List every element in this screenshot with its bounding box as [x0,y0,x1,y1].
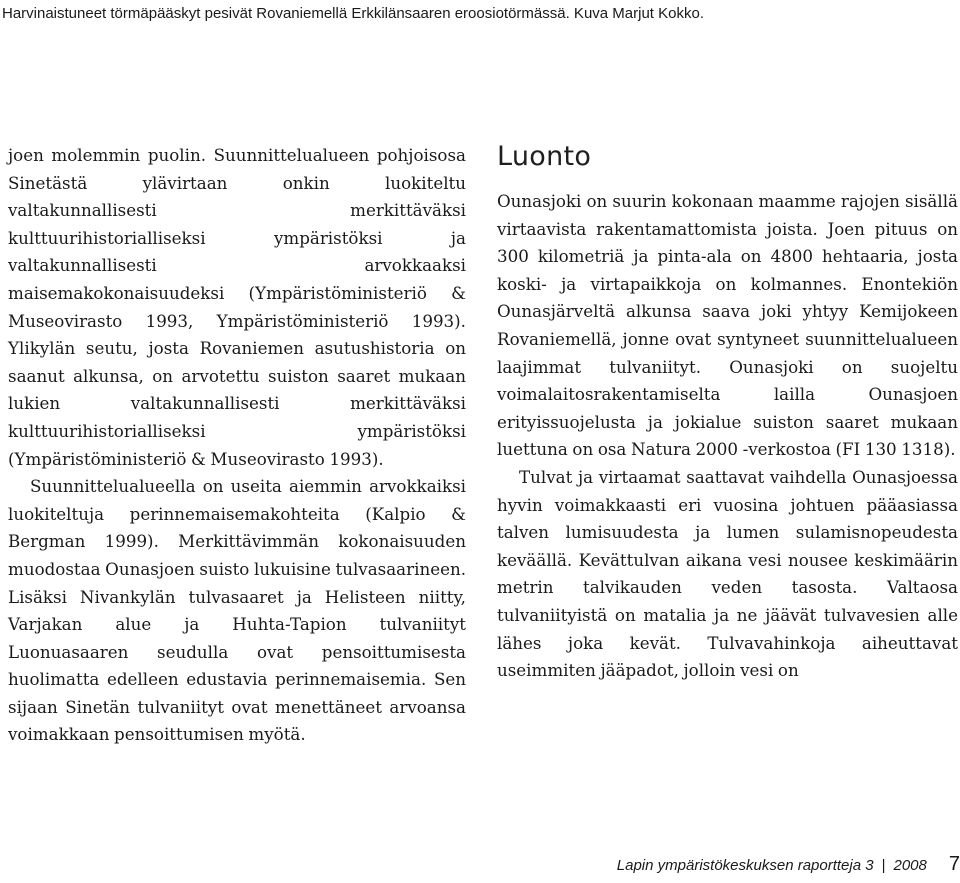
section-heading: Luonto [497,141,592,172]
right-column [497,140,958,685]
footer-separator: | [881,857,886,874]
report-series-title: Lapin ympäristökeskuksen raportteja [616,857,862,874]
page-number: 7 [948,853,960,875]
report-number: 3 [865,857,874,874]
page-footer [617,852,960,878]
body-paragraph: joen molemmin puolin. Suunnittelualueen pohjoisosa Sinetästä ylävirtaan onkin luokiteltu valtakunnallisesti merkittäväksi kulttuurihistorialliseksi ympäristöksi ja valtakunnallisesti arvokkaaksi maisemakokonaisuudeksi (Ympäristöministeriö & Museovirasto 1993, Ympäristöministeriö 1993). Ylikylän seutu, josta Rovaniemen asutushistoria on saanut alkunsa, on arvotettu suiston saaret mukaan lukien valtakunnallisesti merkittäväksi kulttuurihistorialliseksi ympäristöksi (Ympäristöministeriö & Museovirasto 1993). [8,145,466,469]
body-paragraph: Suunnittelualueella on useita aiemmin arvokkaiksi luokiteltuja perinnemaisemakohteita (Kalpio & Bergman 1999). Merkittävimmän kokonaisuuden muodostaa Ounasjoen suisto lukuisine tulvasaarineen. Lisäksi Nivankylän tulvasaaret ja Helisteen niitty, Varjakan alue ja Huhta-Tapion tulvaniityt Luonuasaaren seudulla ovat pensoittumisesta huolimatta edelleen edustavia perinnemaisemia. Sen sijaan Sinetän tulvaniityt ovat menettäneet arvoansa voimakkaan pensoittumisen myötä. [8,476,466,745]
body-paragraph: Tulvat ja virtaamat saattavat vaihdella Ounasjoessa hyvin voimakkaasti eri vuosina johtuen pääasiassa talven lumisuudesta ja lumen sulamisnopeudesta keväällä. Kevättulvan aikana vesi nousee keskimäärin metrin talvikauden veden tasosta. Valtaosa tulvaniityistä on matalia ja ne jäävät tulvavesien alle lähes joka kevät. Tulvavahinkoja aiheuttavat useimmiten jääpadot, jolloin vesi on [497,466,958,681]
left-column [8,142,466,749]
report-year: 2008 [893,857,927,874]
photo-caption: Harvinaistuneet törmäpääskyt pesivät Rovaniemellä Erkkilänsaaren eroosiotörmässä. Kuva Marjut Kokko. [2,5,704,22]
body-paragraph: Ounasjoki on suurin kokonaan maamme rajojen sisällä virtaavista rakentamattomista joista. Joen pituus on 300 kilometriä ja pinta-ala on 4800 hehtaaria, josta koski- ja virtapaikkoja on kolmannes. Enontekiön Ounasjärveltä alkunsa saava joki yhtyy Kemijokeen Rovaniemellä, jonne ovat syntyneet suunnittelualueen laajimmat tulvaniityt. Ounasjoki on suojeltu voimalaitosrakentamiselta lailla Ounasjoen erityissuojelusta ja jokialue suiston saaret mukaan luettuna on osa Natura 2000 -verkostoa (FI 130 1318). [497,191,958,460]
